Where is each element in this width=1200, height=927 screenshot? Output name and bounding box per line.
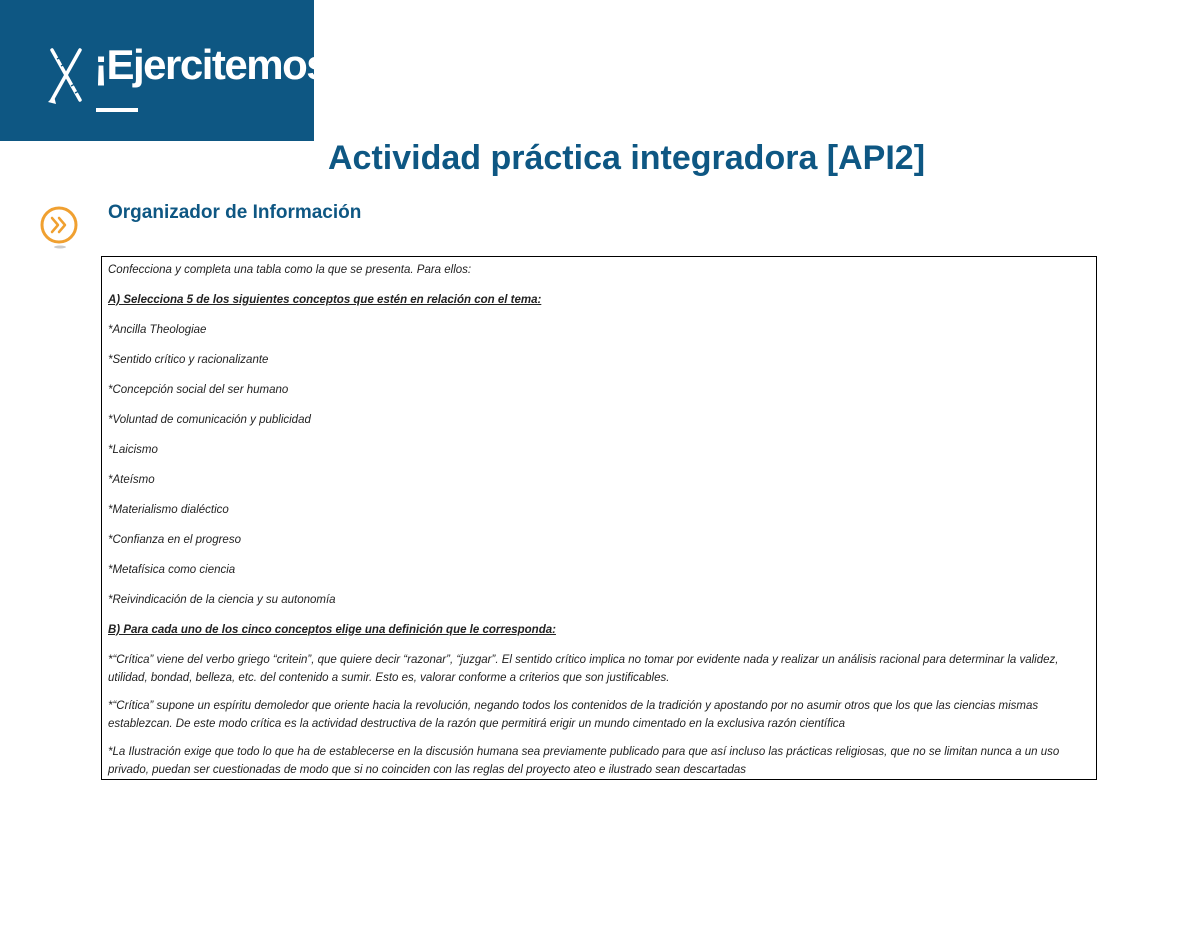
concept-item: *Confianza en el progreso [108,534,241,546]
concept-item: *Ateísmo [108,474,155,486]
concept-item: *Reivindicación de la ciencia y su autonomía [108,594,336,606]
part-a-heading: A) Selecciona 5 de los siguientes conceptos que estén en relación con el tema: [108,294,542,306]
definition-item: *“Crítica” viene del verbo griego “critein”, que quiere decir “razonar”, “juzgar”. El sentido crítico implica no tomar por evidente nada y realizar un análisis racional para determinar la validez, utilidad, bondad, belleza, etc. del contenido a sumir. Esto es, valorar conforme a criterios que son justificables. [108,654,1059,684]
instructions-box [101,256,1097,780]
banner-underline [96,108,138,112]
concept-item: *Materialismo dialéctico [108,504,229,516]
definition-item: *“Crítica” supone un espíritu demoledor que oriente hacia la revolución, negando todos los contenidos de la tradición y apostando por no asumir otros que los que las ciencias mismas establezcan. De este modo crítica es la actividad destructiva de la razón que permitirá erigir un mundo cimentado en la exclusiva razón científica [108,700,1039,730]
part-b-heading: B) Para cada uno de los cinco conceptos elige una definición que le corresponda: [108,624,556,636]
concept-item: *Ancilla Theologiae [108,324,207,336]
definition-item: *La Ilustración exige que todo lo que ha de establecerse en la discusión humana sea previamente publicado para que así incluso las prácticas religiosas, que no se limitan nunca a un uso privado, puedan ser cuestionadas de modo que si no coinciden con las reglas del proyecto ateo e ilustrado sean descartadas [108,746,1060,776]
concept-item: *Laicismo [108,444,158,456]
concept-item: *Metafísica como ciencia [108,564,236,576]
pencil-ruler-icon [46,44,86,106]
banner-title: ¡Ejercitemos! [94,41,341,88]
page-title: Actividad práctica integradora [API2] [328,139,926,177]
concept-item: *Sentido crítico y racionalizante [108,354,269,366]
double-chevron-right-icon [38,205,82,251]
header-banner [0,0,341,141]
intro-text: Confecciona y completa una tabla como la que se presenta. Para ellos: [108,264,472,276]
section-title: Organizador de Información [108,202,362,223]
concept-item: *Voluntad de comunicación y publicidad [108,414,311,426]
concept-item: *Concepción social del ser humano [108,384,289,396]
